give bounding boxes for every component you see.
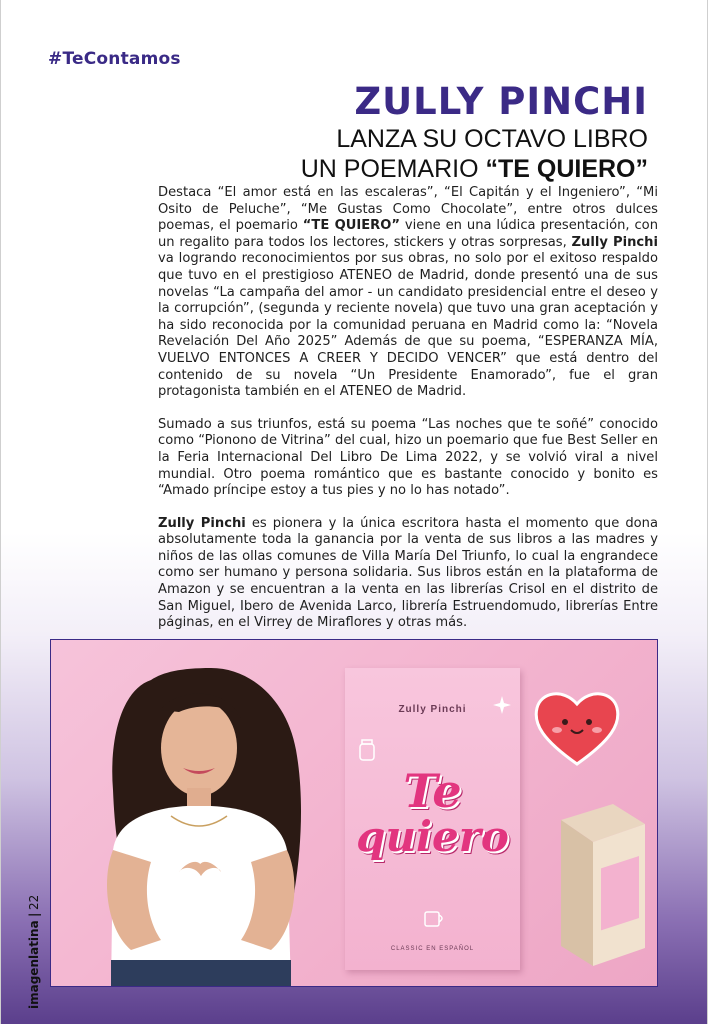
article-text-run: Destaca “El amor está en las escaleras”, “El Capitán y el Ingeniero”, “Mi Osito de Peluche”, “Me Gustas Como Chocolate”, entre otros dulces poemas, el poemario — [158, 185, 658, 234]
book-publisher: CLASSIC EN ESPAÑOL — [390, 946, 475, 952]
article-text-run: es pionera y la única escritora hasta el momento que dona absolutamente toda la ganancia por la venta de sus libros a las madres y niños de las ollas comunes de Villa María Del Triunfo, lo cual la engrandece como ser humano y persona solidaria. Sus libros están en la plataforma de Amazon y se encuentran a la venta en las librerías Crisol en el distrito de San Miguel, Ibero de Avenida Larco, librería Estruendomudo, librerías Entre páginas, en el Virrey de Miraflores y otras más. — [158, 515, 658, 631]
page-number: 22 — [27, 894, 41, 911]
headline-name: ZULLY PINCHI — [354, 80, 648, 123]
article-text-run: va logrando reconocimientos por sus obras, no solo por el exitoso respaldo que tuvo en el prestigioso ATENEO de Madrid, donde presentó una de sus novelas “La campaña del amor - un candidato presidencial entre el deseo y la corrupción”, (segunda y reciente novela) que tuvo una gran aceptación y ha sido reconocida por la comunidad peruana en Madrid como la: “Novela Revelación Del Año 2025” Además de que su poema, “ESPERANZA MÍA, VUELVO ENTONCES A CREER Y DECIDO VENCER” que está dentro del contenido de su novela “Un Presidente Enamorado”, fue el gran protagonista también en el ATENEO de Madrid. — [158, 251, 658, 400]
page-footer — [26, 894, 42, 1010]
magazine-name: imagenlatina — [27, 920, 41, 1010]
book-title-line-1: Te — [403, 764, 462, 818]
feature-photo — [50, 639, 658, 987]
headline-subtitle-1: LANZA SU OCTAVO LIBRO — [336, 125, 648, 153]
mug-icon — [423, 908, 447, 928]
article-text-run: Zully Pinchi — [571, 234, 658, 250]
article-paragraph-3 — [158, 516, 658, 632]
article-text-run: viene en una lúdica presentación, con un regalito para todos los lectores, stickers y otras sorpresas, — [158, 218, 658, 250]
article-body — [158, 185, 658, 648]
author-photo-illustration — [51, 640, 351, 987]
article-text-run: “TE QUIERO” — [302, 218, 400, 234]
footer-separator: | — [27, 913, 41, 918]
book-title-line-2: quiero — [356, 812, 509, 861]
section-tag: #TeContamos — [48, 49, 181, 69]
article-text-run: Sumado a sus triunfos, está su poema “Las noches que te soñé” conocido como “Pionono de Vitrina” del cual, hizo un poemario que fue Best Seller en la Feria Internacional Del Libro De Lima 2022, y se volvió viral a nivel mundial. Otro poema romántico que es bastante conocido y bonito es “Amado príncipe estoy a tus pies y no lo has notado”. — [158, 416, 658, 499]
sparkle-icon — [493, 696, 511, 714]
headline-subtitle-2 — [301, 154, 648, 184]
headline — [301, 80, 648, 184]
book-cover — [345, 668, 520, 970]
article-paragraph-2 — [158, 417, 658, 500]
article-text-run: Zully Pinchi — [158, 515, 246, 531]
article-paragraph-1 — [158, 185, 658, 401]
book-title — [345, 764, 520, 861]
headline-subtitle-2-prefix: UN POEMARIO — [300, 155, 486, 183]
headline-subtitle-2-bold: “TE QUIERO” — [485, 155, 648, 183]
book-author: Zully Pinchi — [398, 704, 467, 715]
heart-sticker-icon — [533, 688, 621, 768]
gift-box-icon — [553, 800, 649, 970]
jar-icon — [357, 738, 377, 762]
